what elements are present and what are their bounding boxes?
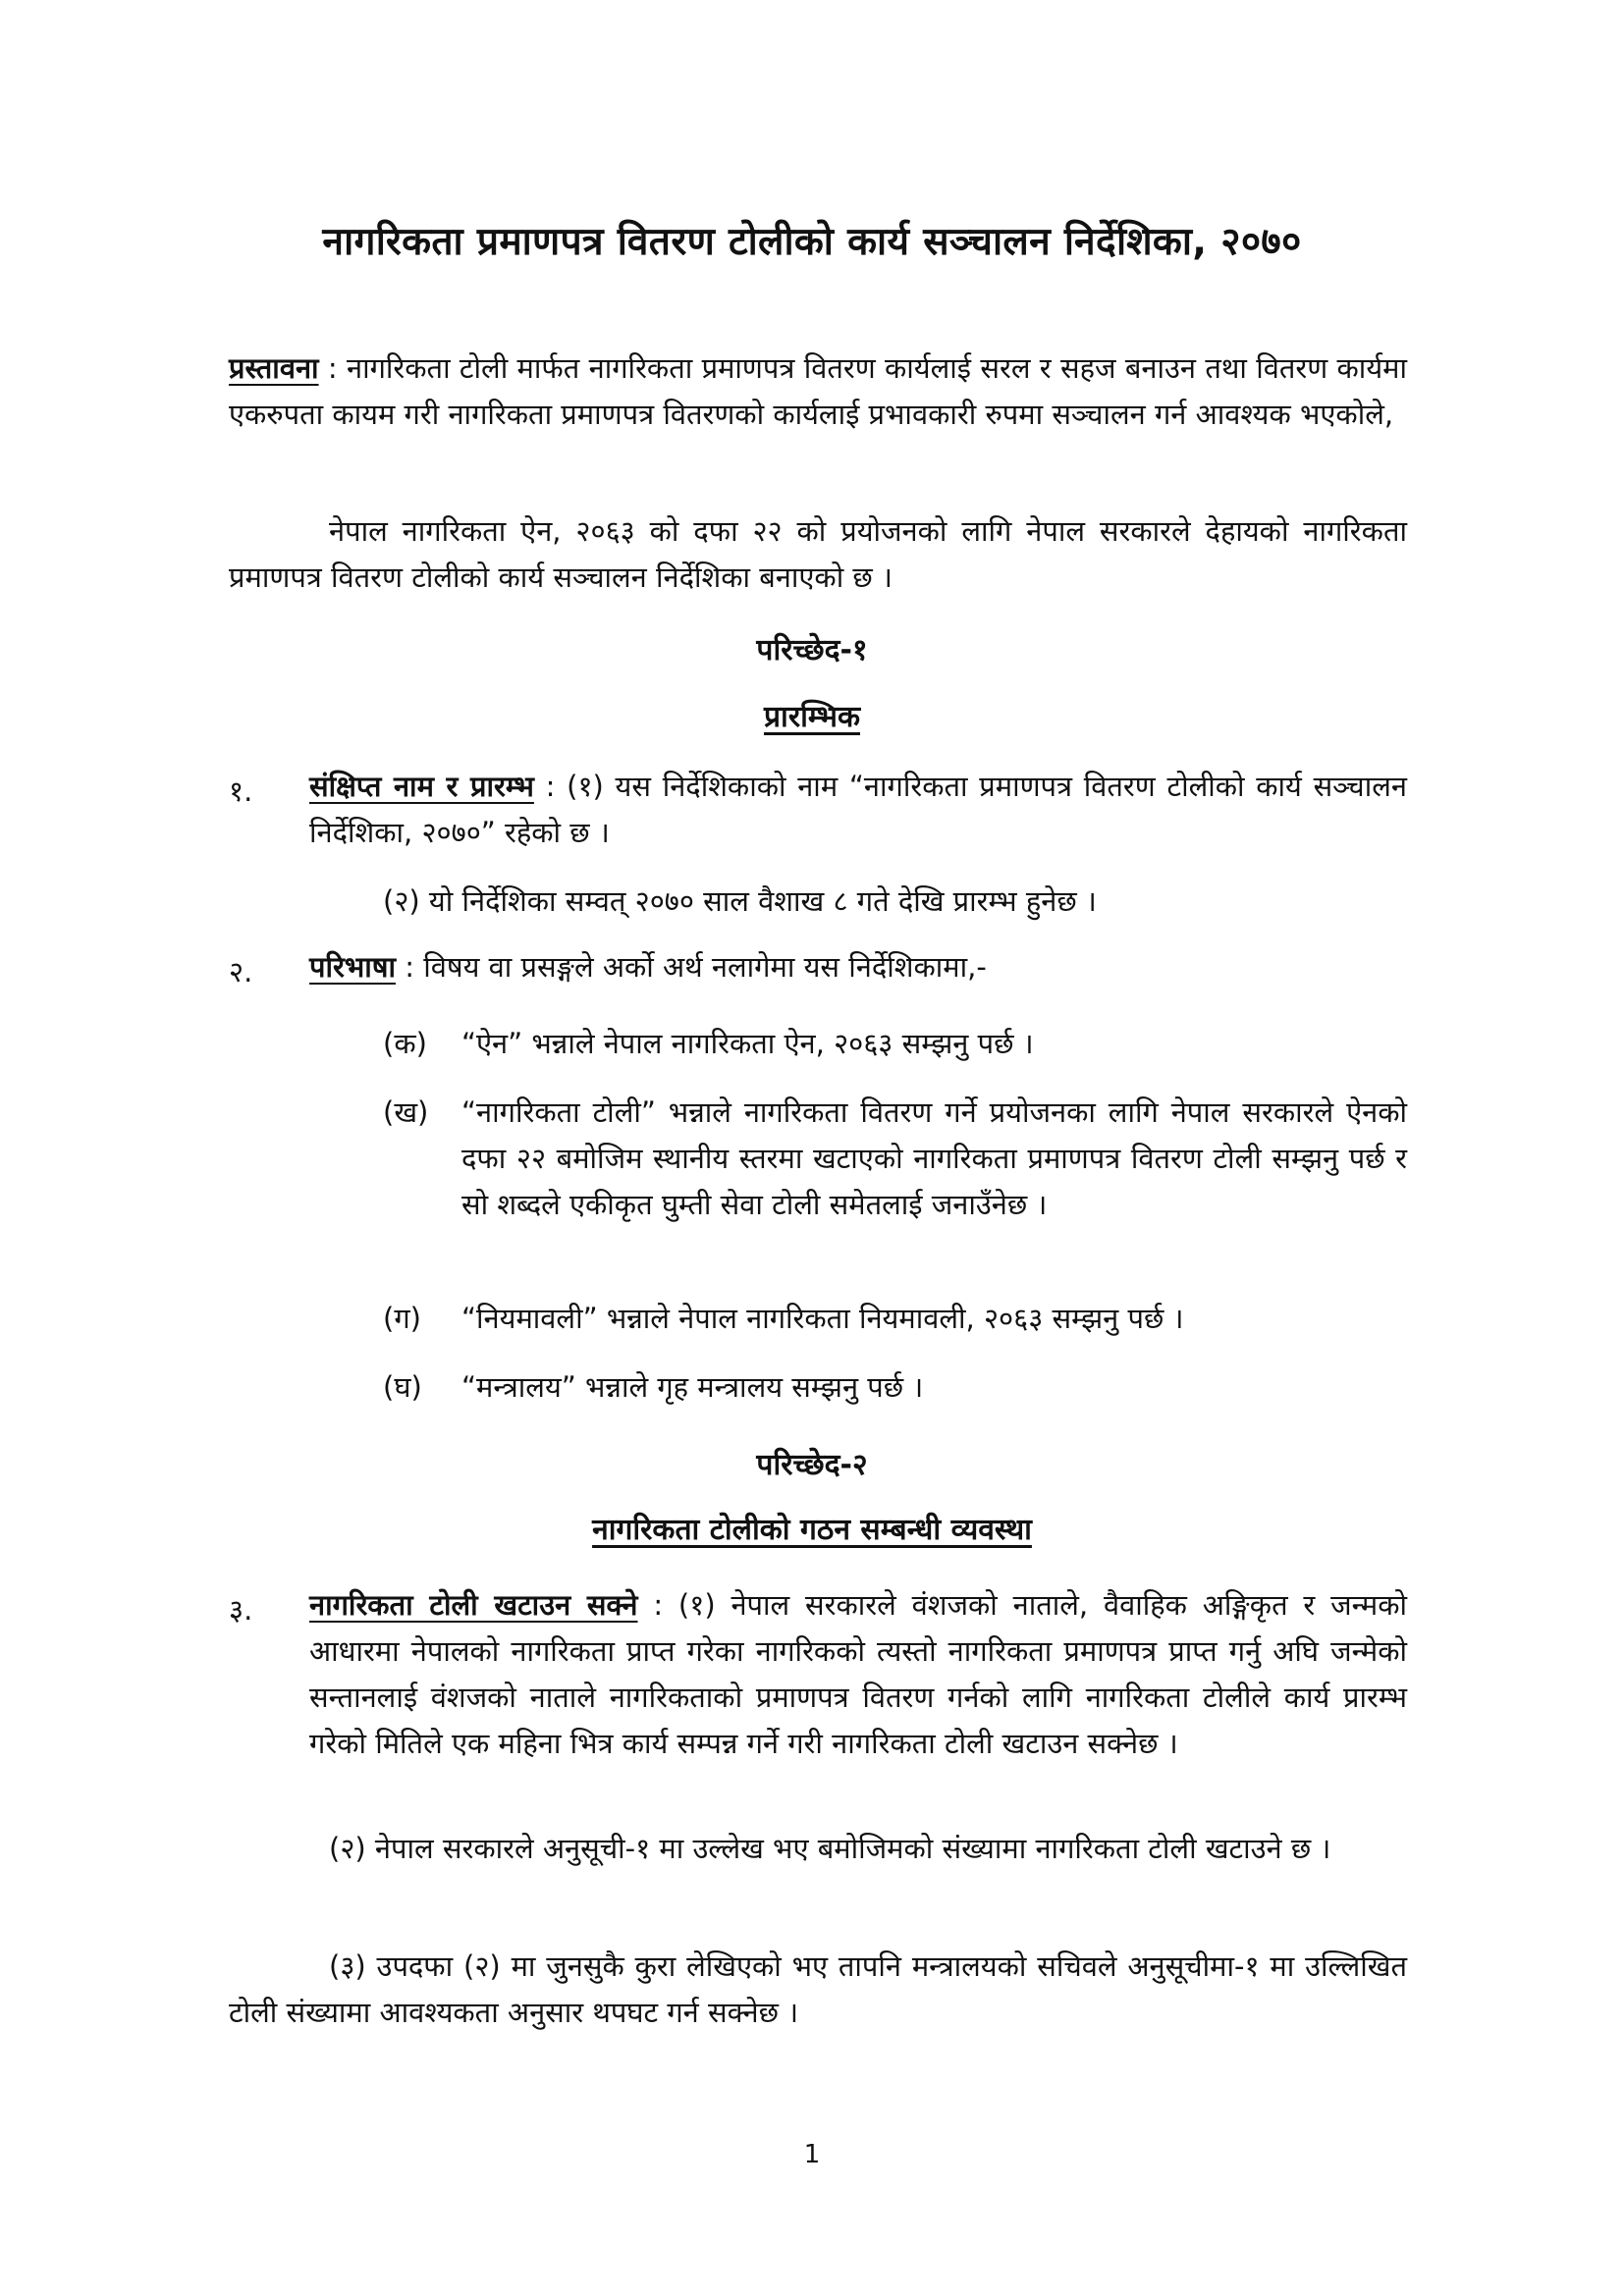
section2-paragraph	[309, 944, 1407, 990]
section1-text: : (१) यस निर्देशिकाको नाम “नागरिकता प्रमाणपत्र वितरण टोलीको कार्य सञ्चालन निर्देशिका, २०७०” रहेको छ ।	[309, 770, 1407, 849]
section2-label: परिभाषा	[309, 950, 397, 984]
section3-subsection2: (२) नेपाल सरकारले अनुसूची-१ मा उल्लेख भए बमोजिमको संख्यामा नागरिकता टोली खटाउने छ ।	[329, 1832, 1331, 1865]
chapter2-heading: परिच्छेद-२	[756, 1448, 868, 1482]
clause-ka-text: “ऐन” भन्नाले नेपाल नागरिकता ऐन, २०६३ सम्झनु पर्छ ।	[461, 1027, 1034, 1060]
section3-label: नागरिकता टोली खटाउन सक्ने	[309, 1588, 638, 1622]
document-title: नागरिकता प्रमाणपत्र वितरण टोलीको कार्य सञ्चालन निर्देशिका, २०७०	[322, 220, 1302, 264]
chapter1-heading: परिच्छेद-१	[756, 633, 868, 667]
clause-kha-mark: (ख)	[383, 1095, 429, 1129]
clause-ga-text: “नियमावली” भन्नाले नेपाल नागरिकता नियमावली, २०६३ सम्झनु पर्छ ।	[461, 1302, 1184, 1335]
clause-gha-mark: (घ)	[383, 1370, 422, 1404]
clause-ka-mark: (क)	[383, 1027, 427, 1060]
preamble-label: प्रस्तावना	[229, 351, 319, 385]
chapter1-subheading: प्रारम्भिक	[763, 700, 860, 734]
section3-number: ३.	[229, 1593, 253, 1627]
section3-text: : (१) नेपाल सरकारले वंशजको नाताले, वैवाहिक अङ्गिकृत र जन्मको आधारमा नेपालको नागरिकता प्राप्त गरेका नागरिकको त्यस्तो नागरिकता प्रमाणपत्र प्राप्त गर्नु अघि जन्मेको सन्तानलाई वंशजको नाताले नागरिकताको प्रमाणपत्र वितरण गर्नको लागि नागरिकता टोलीले कार्य प्रारम्भ गरेको मितिले एक महिना भित्र कार्य सम्पन्न गर्ने गरी नागरिकता टोली खटाउन सक्नेछ ।	[309, 1588, 1407, 1760]
preamble-paragraph	[229, 346, 1407, 438]
section3-subsection3: (३) उपदफा (२) मा जुनसुकै कुरा लेखिएको भए तापनि मन्त्रालयको सचिवले अनुसूचीमा-१ मा उल्लिखित टोली संख्यामा आवश्यकता अनुसार थपघट गर्न सक्नेछ ।	[229, 1949, 1407, 2029]
section2-text: : विषय वा प्रसङ्गले अर्को अर्थ नलागेमा यस निर्देशिकामा,-	[396, 950, 987, 984]
section3-paragraph	[309, 1582, 1407, 1767]
section2-number: २.	[229, 955, 253, 988]
clause-kha-text: “नागरिकता टोली” भन्नाले नागरिकता वितरण गर्ने प्रयोजनका लागि नेपाल सरकारले ऐनको दफा २२ बमोजिम स्थानीय स्तरमा खटाएको नागरिकता प्रमाणपत्र वितरण टोली सम्झनु पर्छ र सो शब्दले एकीकृत घुम्ती सेवा टोली समेतलाई जनाउँनेछ ।	[461, 1095, 1407, 1221]
clause-gha-text: “मन्त्रालय” भन्नाले गृह मन्त्रालय सम्झनु पर्छ ।	[461, 1370, 924, 1404]
preamble-text: नागरिकता टोली मार्फत नागरिकता प्रमाणपत्र वितरण कार्यलाई सरल र सहज बनाउन तथा वितरण कार्यमा एकरुपता कायम गरी नागरिकता प्रमाणपत्र वितरणको कार्यलाई प्रभावकारी रुपमा सञ्चालन गर्न आवश्यक भएकोले,	[229, 351, 1407, 431]
page-number: 1	[803, 2140, 821, 2169]
preamble-separator: :	[318, 351, 347, 385]
section1-subsection2: (२) यो निर्देशिका सम्वत् २०७० साल वैशाख ८ गते देखि प्रारम्भ हुनेछ ।	[383, 884, 1097, 918]
section1-number: १.	[229, 774, 253, 808]
chapter2-subheading: नागरिकता टोलीको गठन सम्बन्धी व्यवस्था	[592, 1513, 1032, 1547]
section1-label: संक्षिप्त नाम र प्रारम्भ	[309, 770, 534, 803]
section1-paragraph	[309, 764, 1407, 856]
enactment-paragraph: नेपाल नागरिकता ऐन, २०६३ को दफा २२ को प्रयोजनको लागि नेपाल सरकारले देहायको नागरिकता प्रमाणपत्र वितरण टोलीको कार्य सञ्चालन निर्देशिका बनाएको छ ।	[229, 514, 1407, 594]
clause-ga-mark: (ग)	[383, 1302, 421, 1335]
